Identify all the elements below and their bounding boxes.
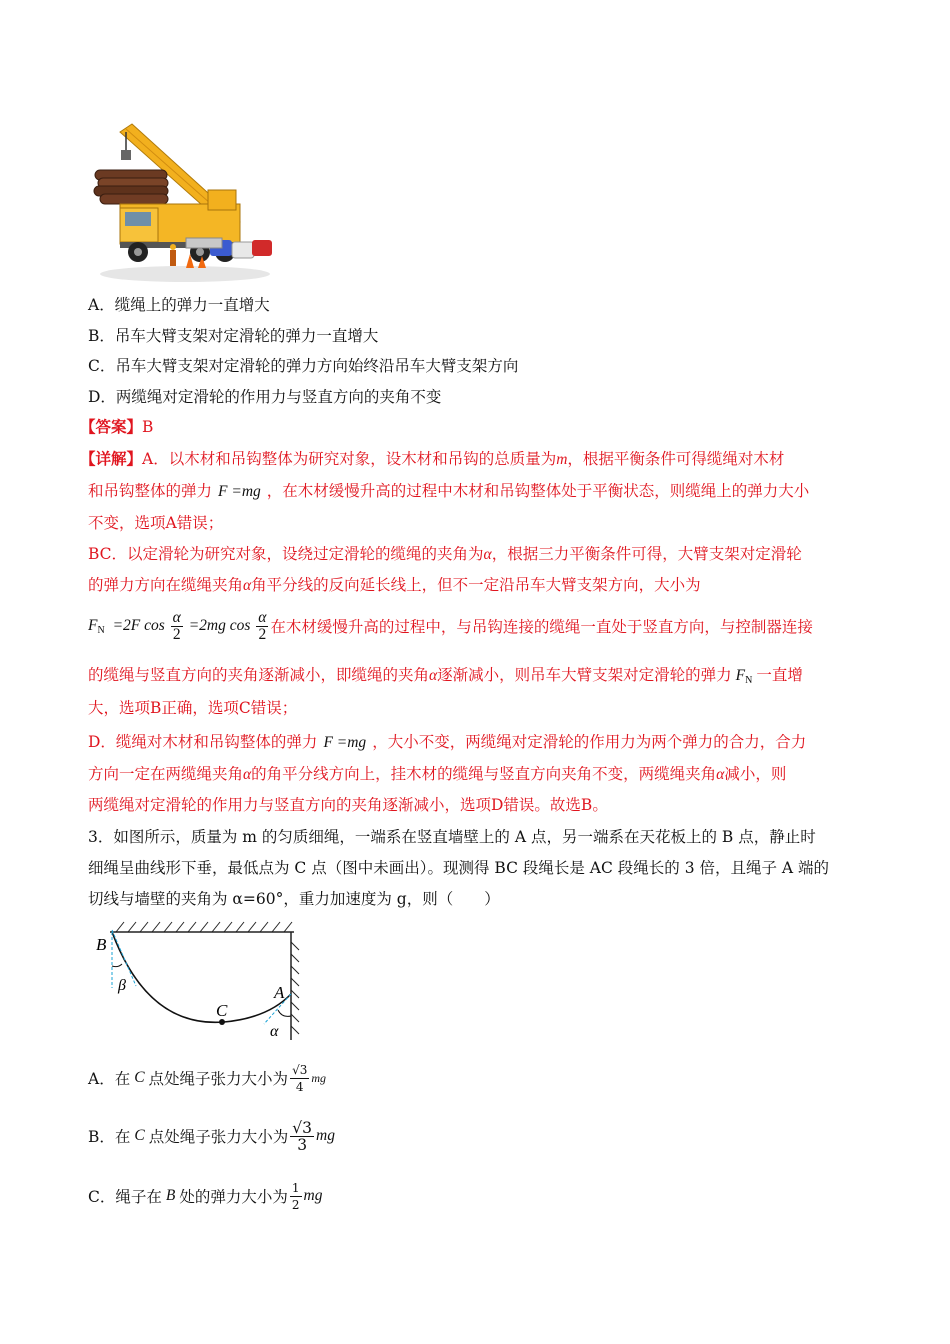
bc-line-3 [88, 604, 813, 648]
q2-option-c: C．吊车大臂支架对定滑轮的弹力方向始终沿吊车大臂支架方向 [88, 357, 519, 375]
fraction-sqrt3-3 [290, 1120, 314, 1153]
frac-den: 4 [290, 1078, 309, 1095]
detail-text: 逐渐减小，则吊车大臂支架对定滑轮的弹力 [437, 666, 732, 684]
equation-f-mg: F =mg [218, 483, 261, 500]
mg-symbol: mg [316, 1127, 335, 1144]
detail-text: ，根据三力平衡条件可得，大臂支架对定滑轮 [491, 545, 802, 563]
bc-line-4 [88, 664, 803, 692]
answer-value: B [142, 418, 154, 436]
fraction-1-2 [290, 1180, 302, 1213]
mg-symbol: mg [303, 1187, 323, 1204]
bc-line-5: 大，选项B正确，选项C错误； [88, 699, 298, 717]
point-c: C [134, 1127, 145, 1144]
equation-part: =2F cos [112, 616, 165, 634]
mg-symbol: mg [311, 1070, 327, 1085]
equation-part: =2mg cos [188, 616, 251, 634]
alpha-symbol: α [429, 667, 438, 684]
q3-stem-line-1: 3．如图所示，质量为 m 的匀质细绳，一端系在竖直墙壁上的 A 点，另一端系在天花板上的 B 点，静止时 [88, 828, 816, 846]
detail-line-2 [88, 480, 809, 503]
fraction-alpha-2 [256, 610, 268, 643]
detail-text: ，大小不变，两缆绳对定滑轮的作用力为两个弹力的合力，合力 [372, 733, 807, 751]
f-symbol: F [88, 616, 98, 634]
option-text: 点处绳子张力大小为 [148, 1070, 289, 1088]
detail-tag: 【详解】 [80, 449, 143, 468]
crane-truck-image [90, 112, 280, 284]
q3-stem-line-2: 细绳呈曲线形下垂，最低点为 C 点（图中未画出）。现测得 BC 段绳长是 AC 段绳长的 3 倍，且绳子 A 端的 [88, 859, 830, 877]
answer-line [80, 416, 153, 438]
label-b: B [96, 935, 107, 954]
alpha-symbol: α [243, 766, 252, 783]
detail-text: 角平分线的反向延长线上，但不一定沿吊车大臂支架方向，大小为 [251, 576, 701, 594]
alpha-symbol: α [243, 577, 252, 594]
equation-f-mg: F =mg [323, 734, 367, 751]
detail-text: 在木材缓慢升高的过程中，与吊钩连接的缆绳一直处于竖直方向，与控制器连接 [270, 618, 813, 636]
q3-option-c [88, 1176, 322, 1216]
q2-option-a: A．缆绳上的弹力一直增大 [88, 296, 270, 314]
q3-option-b [88, 1114, 335, 1158]
fraction-sqrt3-4 [290, 1062, 309, 1095]
frac-den: 2 [256, 626, 268, 643]
detail-text: BC．以定滑轮为研究对象，设绕过定滑轮的缆绳的夹角为 [88, 545, 484, 563]
frac-num: √3 [292, 1062, 308, 1077]
detail-text: D．缆绳对木材和吊钩整体的弹力 [88, 733, 318, 751]
n-subscript: N [745, 675, 753, 686]
point-c: C [134, 1069, 145, 1086]
option-text: A．在 [88, 1070, 131, 1088]
bc-line-2 [88, 574, 701, 597]
detail-text: A．以木材和吊钩整体为研究对象，设木材和吊钩的总质量为 [142, 450, 557, 468]
detail-line-1 [80, 448, 784, 471]
detail-text: 的缆绳与竖直方向的夹角逐渐减小，即缆绳的夹角 [88, 666, 430, 684]
frac-num: α [172, 608, 181, 626]
f-symbol: F [735, 667, 746, 684]
frac-den: 2 [291, 1197, 300, 1212]
q2-option-b: B．吊车大臂支架对定滑轮的弹力一直增大 [88, 327, 379, 345]
label-c: C [216, 1001, 228, 1020]
equation-fn [88, 610, 270, 643]
label-beta: β [118, 977, 126, 994]
alpha-symbol: α [483, 546, 492, 563]
label-a: A [274, 983, 285, 1002]
detail-text: ，在木材缓慢升高的过程中木材和吊钩整体处于平衡状态，则缆绳上的弹力大小 [266, 482, 810, 500]
point-b: B [165, 1187, 176, 1204]
q3-option-a [88, 1058, 326, 1098]
fn-symbol [736, 667, 753, 684]
option-text: C．绳子在 [88, 1188, 162, 1206]
option-text: B．在 [88, 1128, 131, 1146]
frac-den: 3 [290, 1136, 314, 1153]
option-text: 点处绳子张力大小为 [148, 1128, 289, 1146]
n-subscript: N [97, 624, 105, 636]
frac-num: 1 [291, 1180, 300, 1195]
frac-den: 2 [171, 626, 183, 643]
option-text: 处的弹力大小为 [179, 1188, 288, 1206]
detail-mass: m [556, 451, 568, 468]
detail-text: 的角平分线方向上，挂木材的缆绳与竖直方向夹角不变，两缆绳夹角 [251, 765, 717, 783]
detail-text: 一直增 [756, 666, 803, 684]
alpha-symbol: α [716, 766, 725, 783]
bc-line-1 [88, 543, 802, 566]
fraction-alpha-2 [171, 610, 183, 643]
q3-stem-line-3: 切线与墙壁的夹角为 α=60°，重力加速度为 g，则（ ） [88, 890, 500, 908]
detail-line-3: 不变，选项A错误； [88, 514, 224, 532]
frac-num: α [258, 608, 267, 626]
d-line-3: 两缆绳对定滑轮的作用力与竖直方向的夹角逐渐减小，选项D错误。故选B。 [88, 796, 608, 814]
rope-diagram [88, 918, 308, 1048]
label-alpha: α [270, 1023, 279, 1040]
detail-text: 减小，则 [724, 765, 787, 783]
d-line-1 [88, 731, 806, 754]
detail-text: ，根据平衡条件可得缆绳对木材 [567, 450, 785, 468]
frac-num: √3 [292, 1118, 312, 1137]
d-line-2 [88, 763, 786, 786]
detail-text: 和吊钩整体的弹力 [88, 482, 213, 500]
detail-text: 的弹力方向在缆绳夹角 [88, 576, 244, 594]
detail-text: 方向一定在两缆绳夹角 [88, 765, 244, 783]
q2-option-d: D．两缆绳对定滑轮的作用力与竖直方向的夹角不变 [88, 388, 442, 406]
answer-tag: 【答案】 [80, 417, 143, 436]
